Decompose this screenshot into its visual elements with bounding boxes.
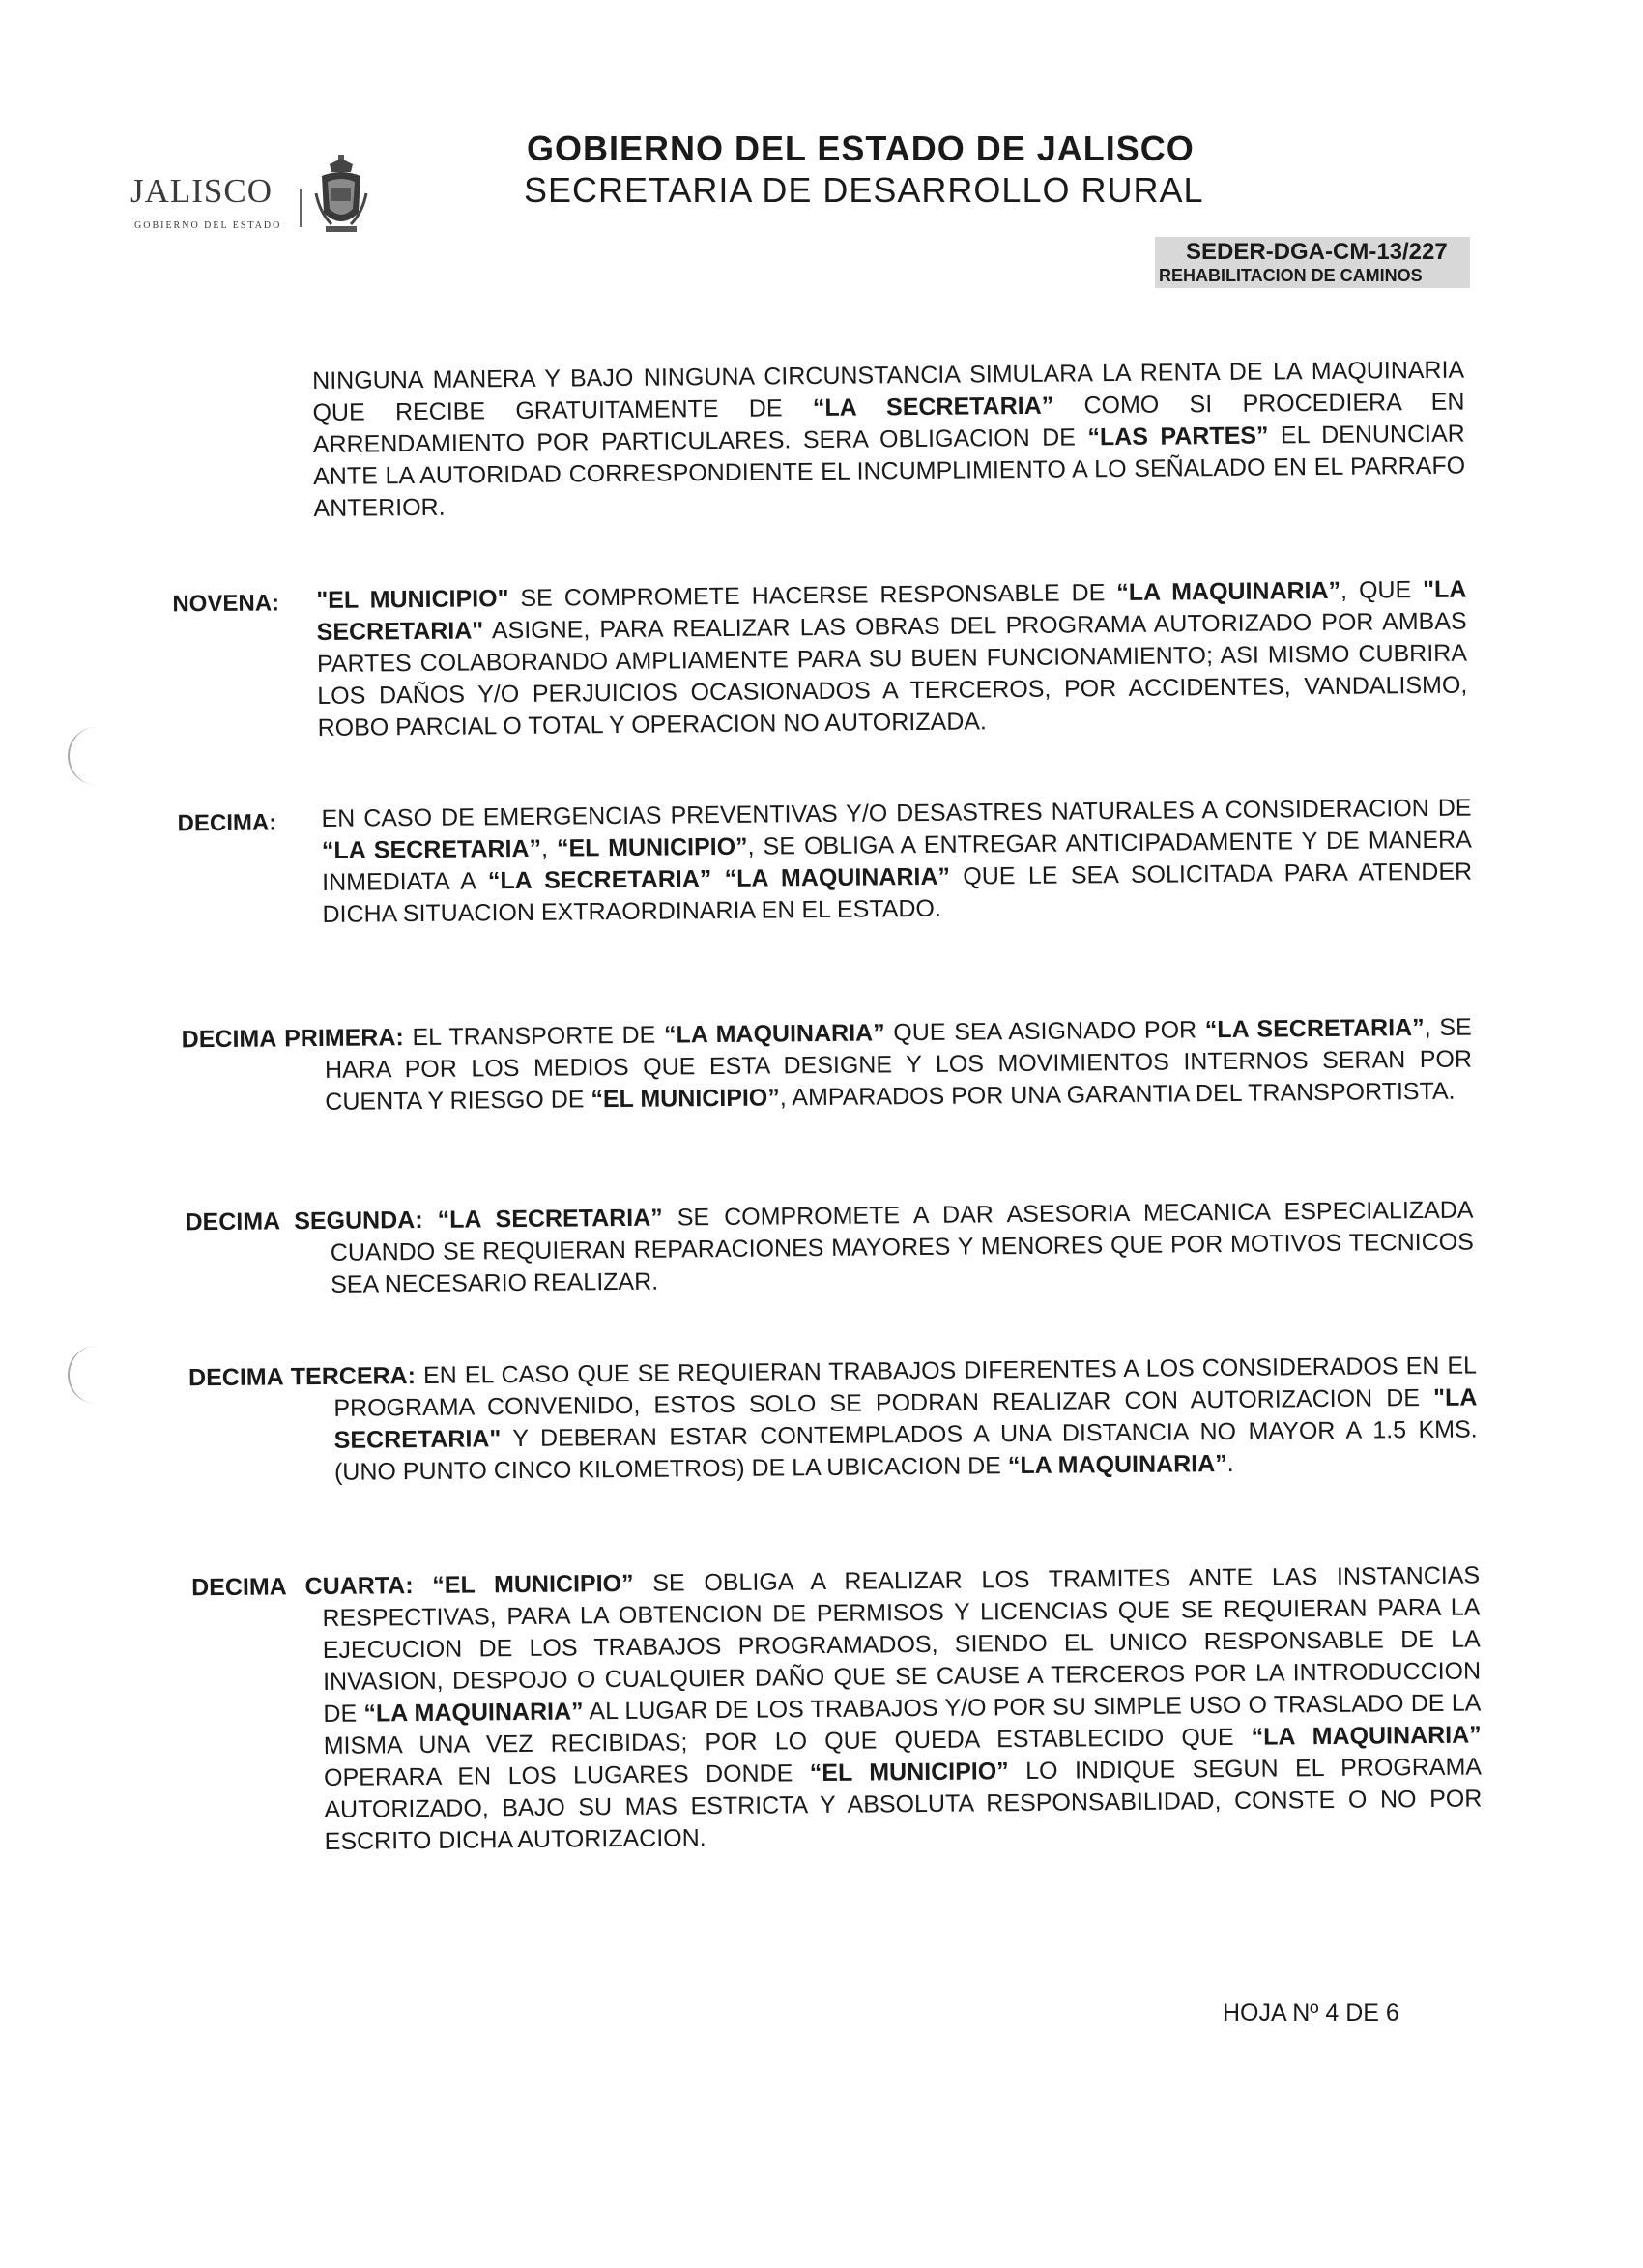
clause-text-decima-segunda: “LA SECRETARIA” SE COMPROMETE A DAR ASESORIA MECANICA ESPECIALIZADA CUANDO SE REQUIERAN REPARACIONES MAYORES Y MENORES QUE POR MOTIVOS TECNICOS SEA NECESARIO REALIZAR. xyxy=(330,1196,1474,1298)
clause-text-decima-primera: EL TRANSPORTE DE “LA MAQUINARIA” QUE SEA ASIGNADO POR “LA SECRETARIA”, SE HARA POR LOS MEDIOS QUE ESTA DESIGNE Y LOS MOVIMIENTOS INTERNOS SERAN POR CUENTA Y RIESGO DE “EL MUNICIPIO”, AMPARADOS POR UNA GARANTIA DEL TRANSPORTISTA. xyxy=(324,1013,1473,1116)
intro-paragraph: NINGUNA MANERA Y BAJO NINGUNA CIRCUNSTANCIA SIMULARA LA RENTA DE LA MAQUINARIA QUE RECIBE GRATUITAMENTE DE “LA SECRETARIA” COMO SI PROCEDIERA EN ARRENDAMIENTO POR PARTICULARES. SERA OBLIGACION DE “LAS PARTES” EL DENUNCIAR ANTE LA AUTORIDAD CORRESPONDIENTE EL INCUMPLIMIENTO A LO SEÑALADO EN EL PARRAFO ANTERIOR. xyxy=(312,356,1466,523)
clause-text-decima: EN CASO DE EMERGENCIAS PREVENTIVAS Y/O DESASTRES NATURALES A CONSIDERACION DE “LA SECRETARIA”, “EL MUNICIPIO”, SE OBLIGA A ENTREGAR ANTICIPADAMENTE Y DE MANERA INMEDIATA A “LA SECRETARIA” “LA MAQUINARIA” QUE LE SEA SOLICITADA PARA ATENDER DICHA SITUACION EXTRAORDINARIA EN EL ESTADO. xyxy=(321,794,1473,928)
clause-decima-primera xyxy=(182,1012,1473,1120)
logo-subtitle: GOBIERNO DEL ESTADO xyxy=(134,220,282,231)
reference-label: REHABILITACION DE CAMINOS xyxy=(1159,266,1423,285)
government-title: GOBIERNO DEL ESTADO DE JALISCO xyxy=(527,129,1195,168)
secretariat-title: SECRETARIA DE DESARROLLO RURAL xyxy=(524,170,1204,210)
reference-code: SEDER-DGA-CM-13/227 xyxy=(1186,239,1448,265)
clause-label-decima: DECIMA: xyxy=(177,809,277,837)
clause-decima-cuarta xyxy=(191,1559,1483,1859)
clause-text-novena: "EL MUNICIPIO" SE COMPROMETE HACERSE RESPONSABLE DE “LA MAQUINARIA”, QUE "LA SECRETARIA" ASIGNE, PARA REALIZAR LAS OBRAS DEL PROGRAMA AUTORIZADO POR AMBAS PARTES COLABORANDO AMPLIAMENTE PARA SU BUEN FUNCIONAMIENTO; ASI MISMO CUBRIRA LOS DAÑOS Y/O PERJUICIOS OCASIONADOS A TERCEROS, POR ACCIDENTES, VANDALISMO, ROBO PARCIAL O TOTAL Y OPERACION NO AUTORIZADA. xyxy=(316,575,1468,741)
clause-label-decima-primera: DECIMA PRIMERA: xyxy=(181,1024,404,1054)
logo-wordmark: JALISCO xyxy=(130,172,274,210)
clause-label-novena: NOVENA: xyxy=(172,590,280,618)
clause-label-decima-cuarta: DECIMA CUARTA: xyxy=(191,1572,414,1602)
clause-decima-tercera xyxy=(188,1351,1478,1491)
clause-label-decima-segunda: DECIMA SEGUNDA: xyxy=(185,1206,423,1236)
clause-text-decima-tercera: EN EL CASO QUE SE REQUIERAN TRABAJOS DIFERENTES A LOS CONSIDERADOS EN EL PROGRAMA CONVENIDO, ESTOS SOLO SE PODRAN REALIZAR CON AUTORIZACION DE "LA SECRETARIA" Y DEBERAN ESTAR CONTEMPLADOS A UNA DISTANCIA NO MAYOR A 1.5 KMS. (UNO PUNTO CINCO KILOMETROS) DE LA UBICACION DE “LA MAQUINARIA”. xyxy=(333,1352,1478,1486)
clause-label-decima-tercera: DECIMA TERCERA: xyxy=(187,1362,417,1392)
page-number: HOJA Nº 4 DE 6 xyxy=(1223,1999,1399,2026)
clause-decima-segunda xyxy=(185,1195,1474,1303)
clause-text-decima-cuarta: “EL MUNICIPIO” SE OBLIGA A REALIZAR LOS TRAMITES ANTE LAS INSTANCIAS RESPECTIVAS, PARA LA OBTENCION DE PERMISOS Y LICENCIAS QUE SE REQUIERAN PARA LA EJECUCION DE LOS TRABAJOS PROGRAMADOS, SIENDO EL UNICO RESPONSABLE DE LA INVASION, DESPOJO O CUALQUIER DAÑO QUE SE CAUSE A TERCEROS POR LA INTRODUCCION DE “LA MAQUINARIA” AL LUGAR DE LOS TRABAJOS Y/O POR SU SIMPLE USO O TRASLADO DE LA MISMA UNA VEZ RECIBIDAS; POR LO QUE QUEDA ESTABLECIDO QUE “LA MAQUINARIA” OPERARA EN LOS LUGARES DONDE “EL MUNICIPIO” LO INDIQUE SEGUN EL PROGRAMA AUTORIZADO, BAJO SU MAS ESTRICTA Y ABSOLUTA RESPONSABILIDAD, CONSTE O NO POR ESCRITO DICHA AUTORIZACION. xyxy=(322,1561,1483,1855)
